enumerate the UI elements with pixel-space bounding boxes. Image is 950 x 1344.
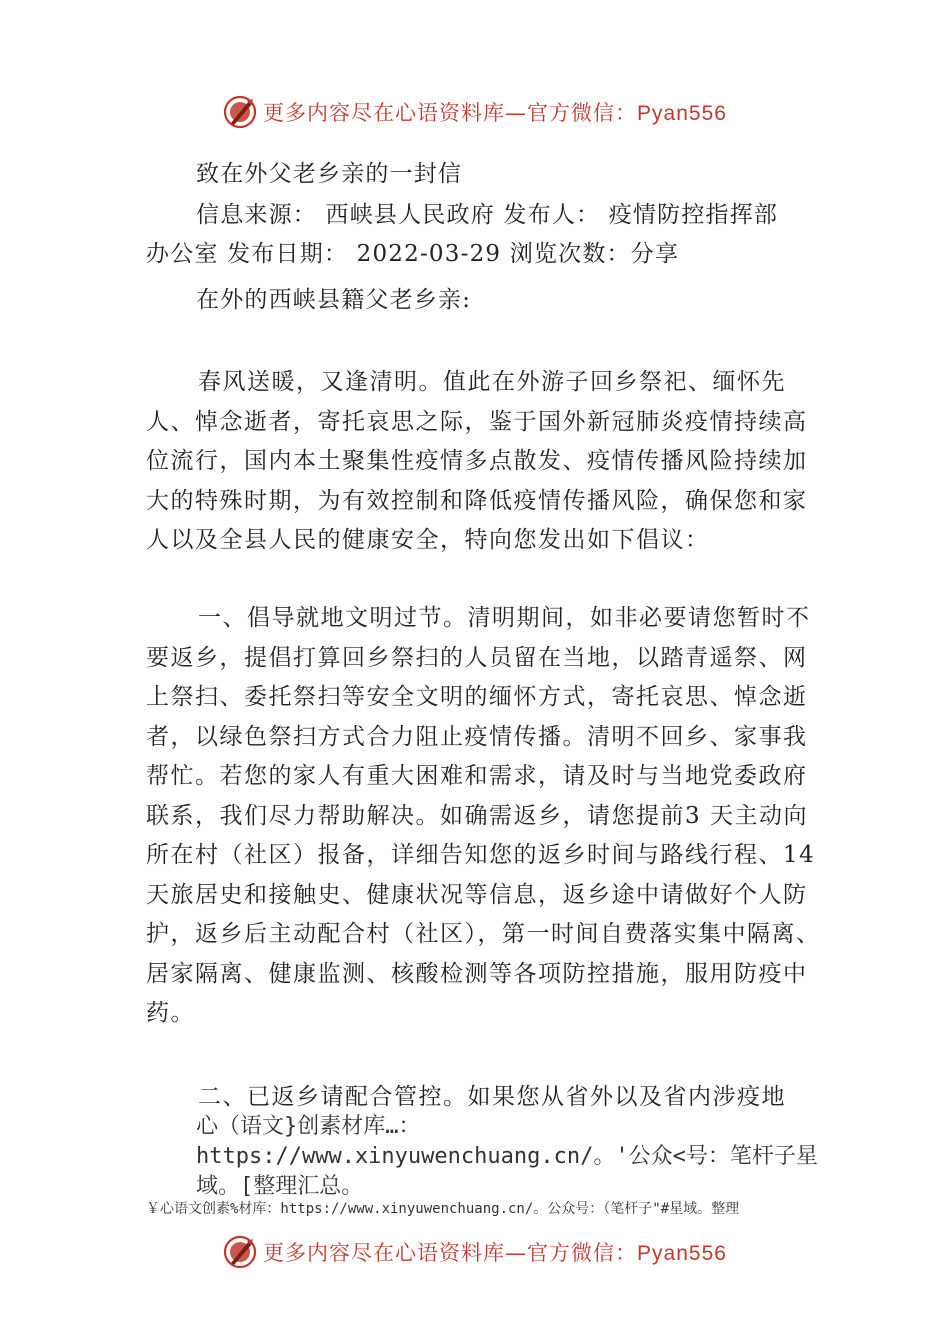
meta-source-publisher: 信息来源： 西峡县人民政府 发布人： 疫情防控指挥部 — [196, 202, 779, 228]
paragraph-intro: 春风送暖，又逢清明。值此在外游子回乡祭祀、缅怀先人、悼念逝者，寄托哀思之际，鉴于国外新冠肺炎疫情持续高位流行，国内本土聚集性疫情多点散发、疫情传播风险持续加大的特殊时期，为有效控制和降低疫情传播风险，确保您和家人以及全县人民的健康安全，特向您发出如下倡议： — [146, 369, 808, 553]
wechat-id: Pyan556 — [637, 1242, 727, 1265]
footer-note: ￥心语文创素%材库：https://www.xinyuwenchuang.cn/。公众号：（笔杆子"#星域。整理 — [146, 1201, 740, 1217]
salutation: 在外的西峡县籍父老乡亲: — [196, 287, 472, 313]
quill-seal-icon — [223, 1235, 257, 1269]
wechat-id: Pyan556 — [637, 102, 727, 125]
paragraph-2: 二、已返乡请配合管控。如果您从省外以及省内涉疫地 — [198, 1084, 786, 1110]
banner-text: 更多内容尽在心语资料库—官方微信：Pyan556 — [263, 101, 727, 125]
meta-date-views: 办公室 发布日期： 2022-03-29 浏览次数：分享 — [146, 241, 680, 267]
paragraph-1: 一、倡导就地文明过节。清明期间，如非必要请您暂时不要返乡，提倡打算回乡祭扫的人员留在当地，以踏青遥祭、网上祭扫、委托祭扫等安全文明的缅怀方式，寄托哀思、悼念逝者，以绿色祭扫方式合力阻止疫情传播。清明不回乡、家事我帮忙。若您的家人有重大困难和需求，请及时与当地党委政府联系，我们尽力帮助解决。如确需返乡，请您提前3 天主动向所在村（社区）报备，详细告知您的返乡时间与路线行程、14 天旅居史和接触史、健康状况等信息，返乡途中请做好个人防护，返乡后主动配合村（社区），第一时间自费落实集中隔离、居家隔离、健康监测、核酸检测等各项防控措施，服用防疫中药。 — [146, 605, 821, 1026]
footer-banner — [0, 1232, 950, 1272]
watermark-overlay-text: 心（语文}创素材库…：https://www.xinyuwenchuang.cn/。'公众<号：笔杆子星域。[整理汇总。 — [196, 1114, 818, 1199]
page-title: 致在外父老乡亲的一封信 — [196, 161, 463, 187]
quill-seal-icon — [223, 95, 257, 129]
banner-text: 更多内容尽在心语资料库—官方微信：Pyan556 — [263, 1241, 727, 1265]
header-banner — [0, 92, 950, 132]
